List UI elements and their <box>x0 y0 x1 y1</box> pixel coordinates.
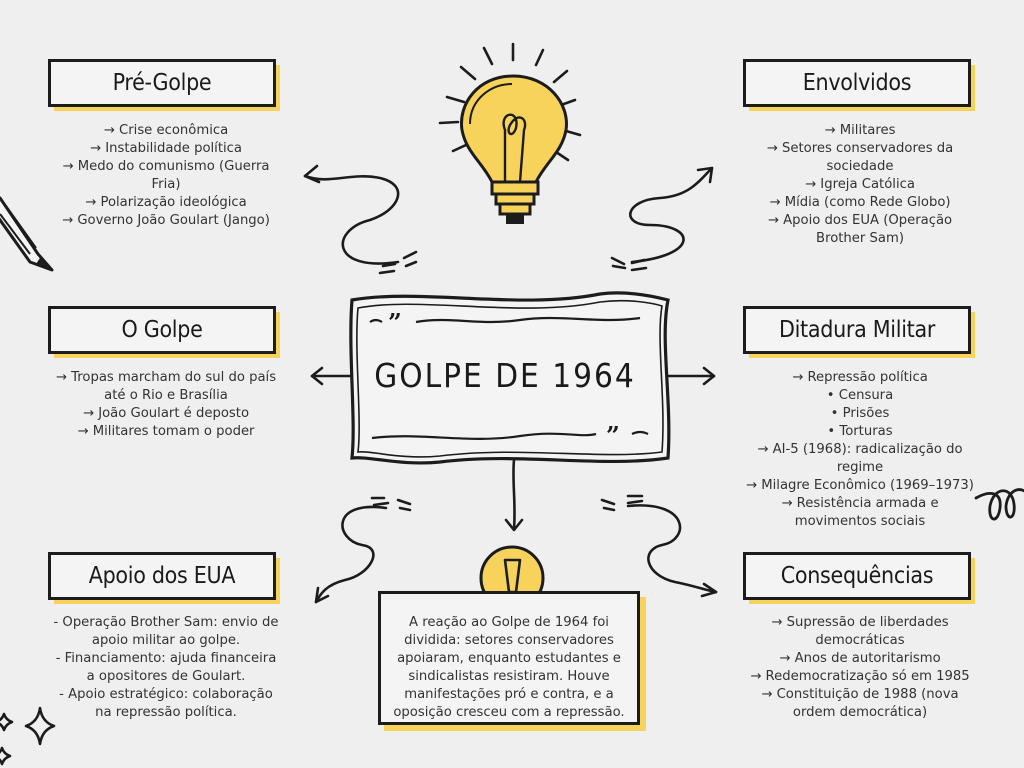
list-item: • Prisões <box>830 406 890 421</box>
list-item: - Financiamento: ajuda financeira <box>55 651 277 666</box>
list-item: Fria) <box>151 177 181 192</box>
title-box-consequencias <box>743 552 969 598</box>
list-pre-golpe <box>40 122 292 230</box>
list-item: → Crise econômica <box>103 123 229 138</box>
title-box-frame <box>48 306 276 354</box>
title-box-envolvidos <box>743 59 969 105</box>
central-title: GOLPE DE 1964 <box>374 356 636 395</box>
title-box-frame <box>743 306 971 354</box>
title-box-ditadura <box>743 306 969 352</box>
list-item: ordem democrática) <box>792 705 928 720</box>
list-item: → Setores conservadores da <box>766 141 954 156</box>
title-box-frame <box>48 59 276 107</box>
list-item: → AI-5 (1968): radicalização do <box>757 442 963 457</box>
note-text: A reação ao Golpe de 1964 foi dividida: setores conservadores apoiaram, enquanto estudantes e sindicalistas resistiram. Houve manifestações pró e contra, e a oposição cresceu com a repressão. <box>393 615 625 720</box>
list-item: → Redemocratização só em 1985 <box>750 669 970 684</box>
svg-text:”: ” <box>388 308 402 337</box>
list-item: → Tropas marcham do sul do país <box>55 370 277 385</box>
list-item: apoio militar ao golpe. <box>91 633 241 648</box>
title-box-o-golpe <box>48 306 274 352</box>
list-item: → Medo do comunismo (Guerra <box>62 159 270 174</box>
list-item: a opositores de Goulart. <box>86 669 246 684</box>
list-item: → Igreja Católica <box>805 177 915 192</box>
list-item: → Repressão política <box>792 370 928 385</box>
connector-note <box>513 460 514 528</box>
list-item: → Apoio dos EUA (Operação <box>767 213 953 228</box>
title-o-golpe: O Golpe <box>121 317 203 343</box>
list-item: na repressão política. <box>95 705 237 720</box>
title-envolvidos: Envolvidos <box>802 70 912 96</box>
list-item: → Mídia (como Rede Globo) <box>769 195 951 210</box>
list-item: → João Goulart é deposto <box>82 406 250 421</box>
list-apoio-eua <box>38 614 294 722</box>
list-item: regime <box>836 460 884 475</box>
title-box-frame <box>743 59 971 107</box>
list-item: → Supressão de liberdades <box>771 615 949 630</box>
title-box-frame <box>743 552 971 600</box>
list-o-golpe <box>38 369 294 441</box>
list-ditadura <box>736 369 984 531</box>
note-box <box>378 591 640 725</box>
list-item: movimentos sociais <box>794 514 926 529</box>
list-item: democráticas <box>815 633 905 648</box>
title-pre-golpe: Pré-Golpe <box>112 70 212 96</box>
list-item: → Milagre Econômico (1969–1973) <box>746 478 974 493</box>
title-box-frame <box>48 552 276 600</box>
list-item: → Resistência armada e <box>781 496 939 511</box>
list-item: → Governo João Goulart (Jango) <box>62 213 270 228</box>
list-item: → Militares <box>824 123 896 138</box>
list-item: - Apoio estratégico: colaboração <box>59 687 273 702</box>
title-box-pre-golpe <box>48 59 274 105</box>
list-item: → Constituição de 1988 (nova <box>761 687 959 702</box>
connector-apoio-eua <box>316 507 386 602</box>
list-item: - Operação Brother Sam: envio de <box>53 615 279 630</box>
list-item: → Anos de autoritarismo <box>779 651 941 666</box>
list-envolvidos <box>738 122 982 248</box>
list-item: → Polarização ideológica <box>85 195 247 210</box>
list-item: → Militares tomam o poder <box>77 424 255 439</box>
list-item: • Censura <box>826 388 894 403</box>
title-ditadura: Ditadura Militar <box>778 317 936 343</box>
list-item: Brother Sam) <box>816 231 904 246</box>
svg-text:”: ” <box>606 421 620 450</box>
connector-consequencias <box>628 505 716 592</box>
connector-envolvidos <box>630 168 712 262</box>
list-item: • Torturas <box>827 424 893 439</box>
list-item: → Instabilidade política <box>89 141 243 156</box>
list-consequencias <box>738 614 982 722</box>
title-box-apoio-eua <box>48 552 274 598</box>
list-item: até o Rio e Brasília <box>104 388 228 403</box>
list-item: sociedade <box>826 159 894 174</box>
title-consequencias: Consequências <box>780 563 934 589</box>
title-apoio-eua: Apoio dos EUA <box>88 563 236 589</box>
connector-pre-golpe <box>305 176 398 264</box>
lightbulb-icon <box>461 76 566 224</box>
